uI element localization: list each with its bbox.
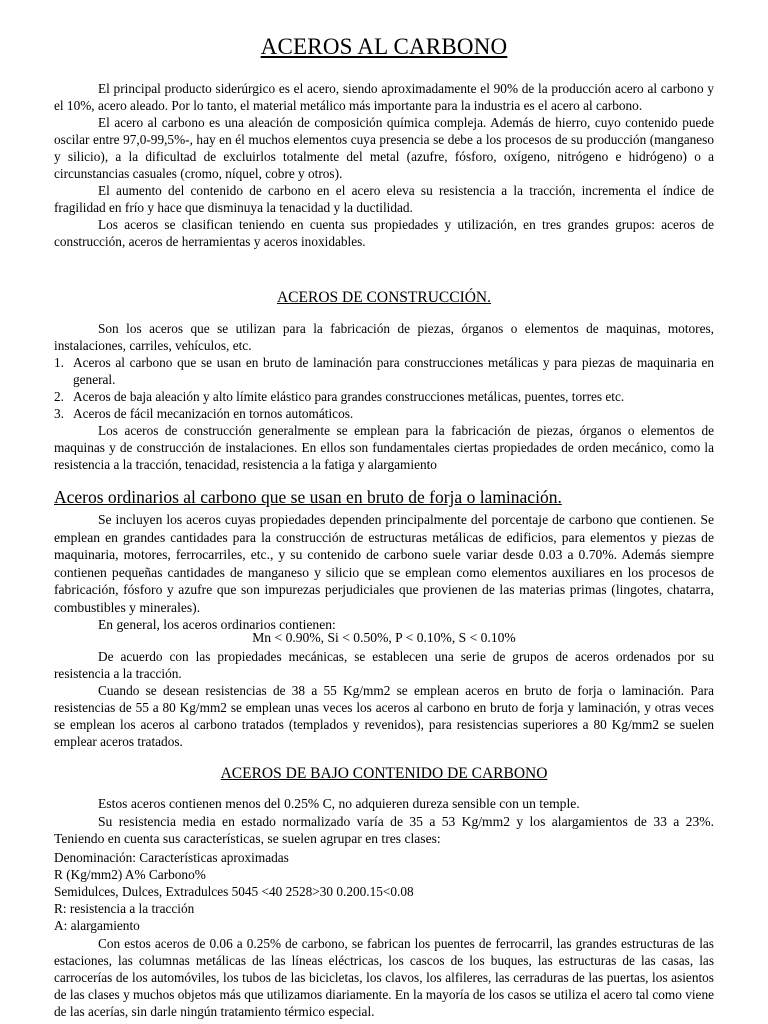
bajo-paragraph-2: Su resistencia media en estado normalizado varía de 35 a 53 Kg/mm2 y los alargamientos de 33 a 23%. Teniendo en cuenta sus características, se suelen agrupar en tres clases: — [54, 813, 714, 846]
bajo-paragraph-1: Estos aceros contienen menos del 0.25% C, no adquieren dureza sensible con un temple. — [98, 796, 580, 811]
section-heading-bajo-carbono: ACEROS DE BAJO CONTENIDO DE CARBONO — [220, 765, 548, 782]
page-title: ACEROS AL CARBONO — [260, 34, 508, 59]
ordinarios-paragraph-3: De acuerdo con las propiedades mecánicas, se establecen una serie de grupos de aceros ordenados por su resistencia a la tracción. — [54, 649, 714, 681]
legend-a: A: alargamiento — [54, 918, 140, 933]
intro-paragraph-2: El acero al carbono es una aleación de composición química compleja. Además de hierro, cuyo contenido puede oscilar entre 97,0-99,5%-, hay en él muchos elementos cuya presencia se debe a los procesos de su producción (manganeso y silicio), a la dificultad de excluirlos totalmente del metal (azufre, fósforo, oxígeno, nitrógeno e hidrógeno) o a circunstancias casuales (cromo, níquel, cobre y otros). — [54, 115, 714, 181]
ordinarios-paragraph-1: Se incluyen los aceros cuyas propiedades dependen principalmente del porcentaje de carbono que contienen. Se emplean en grandes cantidades para la construcción de estructuras metálicas de edificios, para elementos y piezas de maquinaria, motores, ferrocarriles, etc., y su contenido de carbono suele variar desde 0.03 a 0.70%. Además siempre contienen pequeñas cantidades de manganeso y silicio que se emplean como elementos auxiliares en los procesos de fabricación, fósforo y azufre que son impurezas perjudiciales que provienen de las materias primas (lingotes, chatarra, combustibles y minerales). — [54, 512, 714, 615]
list-item-number: 1. — [54, 355, 64, 370]
classification-header: Denominación: Características aproximadas — [54, 850, 289, 865]
intro-paragraph-4: Los aceros se clasifican teniendo en cuenta sus propiedades y utilización, en tres grandes grupos: aceros de construcción, aceros de herramientas y aceros inoxidables. — [54, 217, 714, 249]
section-heading-construccion: ACEROS DE CONSTRUCCIÓN. — [276, 289, 491, 306]
bajo-classification — [54, 849, 714, 934]
bajo-section — [54, 795, 714, 848]
list-item — [54, 405, 714, 422]
ordinarios-section-2 — [54, 648, 714, 750]
legend-r: R: resistencia a la tracción — [54, 901, 195, 916]
list-item-number: 3. — [54, 406, 64, 421]
list-item-text: Aceros de fácil mecanización en tornos automáticos. — [73, 406, 354, 421]
intro-paragraph-1: El principal producto siderúrgico es el acero, siendo aproximadamente el 90% de la producción acero al carbono y el 10%, acero aleado. Por lo tanto, el material metálico más importante para la industria es el acero al carbono. — [54, 81, 714, 113]
classification-columns: R (Kg/mm2) A% Carbono% — [54, 867, 206, 882]
classification-values: Semidulces, Dulces, Extradulces 5045 <40 2528>30 0.200.15<0.08 — [54, 884, 414, 899]
construccion-intro — [54, 320, 714, 354]
bajo-paragraph-3: Con estos aceros de 0.06 a 0.25% de carbono, se fabrican los puentes de ferrocarril, las grandes estructuras de las estaciones, las columnas metálicas de las líneas eléctricas, los cascos de los buques, las estructuras de las casas, las carrocerías de los automóviles, los tubos de las bicicletas, los clavos, los alfileres, las cerraduras de las puertas, los asientos de las clases y muchos objetos más que utilizamos diariamente. En la mayoría de los casos se utiliza el acero tal como viene de las acerías, sin darle ningún tratamiento térmico especial. — [54, 936, 714, 1019]
bajo-applications — [54, 935, 714, 1020]
list-item — [54, 354, 714, 388]
construccion-outro — [54, 422, 714, 473]
construccion-paragraph-1: Son los aceros que se utilizan para la fabricación de piezas, órganos o elementos de maquinas, motores, instalaciones, carriles, vehículos, etc. — [54, 321, 714, 353]
ordinarios-paragraph-4: Cuando se desean resistencias de 38 a 55 Kg/mm2 se emplean aceros en bruto de forja o laminación. Para resistencias de 55 a 80 Kg/mm2 se emplean unas veces los aceros al carbono en bruto de forja y laminación, y otras veces se emplean los aceros al carbono tratados (templados y revenidos), para resistencias superiores a 80 Kg/mm2 se suelen emplear aceros tratados. — [54, 683, 714, 749]
construccion-list — [54, 354, 714, 422]
composition-formula: Mn < 0.90%, Si < 0.50%, P < 0.10%, S < 0.10% — [252, 630, 516, 645]
list-item-text: Aceros de baja aleación y alto límite elástico para grandes construcciones metálicas, puentes, torres etc. — [73, 389, 625, 404]
list-item — [54, 388, 714, 405]
section-heading-ordinarios: Aceros ordinarios al carbono que se usan en bruto de forja o laminación. — [54, 487, 562, 507]
list-item-number: 2. — [54, 389, 64, 404]
intro-section — [54, 80, 714, 250]
ordinarios-paragraph-2: En general, los aceros ordinarios contienen: — [98, 617, 336, 632]
list-item-text: Aceros al carbono que se usan en bruto de laminación para construcciones metálicas y para piezas de maquinaria en general. — [73, 355, 714, 387]
intro-paragraph-3: El aumento del contenido de carbono en el acero eleva su resistencia a la tracción, incrementa el índice de fragilidad en frío y hace que disminuya la tenacidad y la ductilidad. — [54, 183, 714, 215]
construccion-paragraph-2: Los aceros de construcción generalmente se emplean para la fabricación de piezas, órganos o elementos de maquinas y de construcción de instalaciones. En ellos son fundamentales ciertas propiedades de orden mecánico, como la resistencia a la tracción, tenacidad, resistencia a la fatiga y alargamiento — [54, 423, 714, 472]
ordinarios-section — [54, 511, 714, 634]
